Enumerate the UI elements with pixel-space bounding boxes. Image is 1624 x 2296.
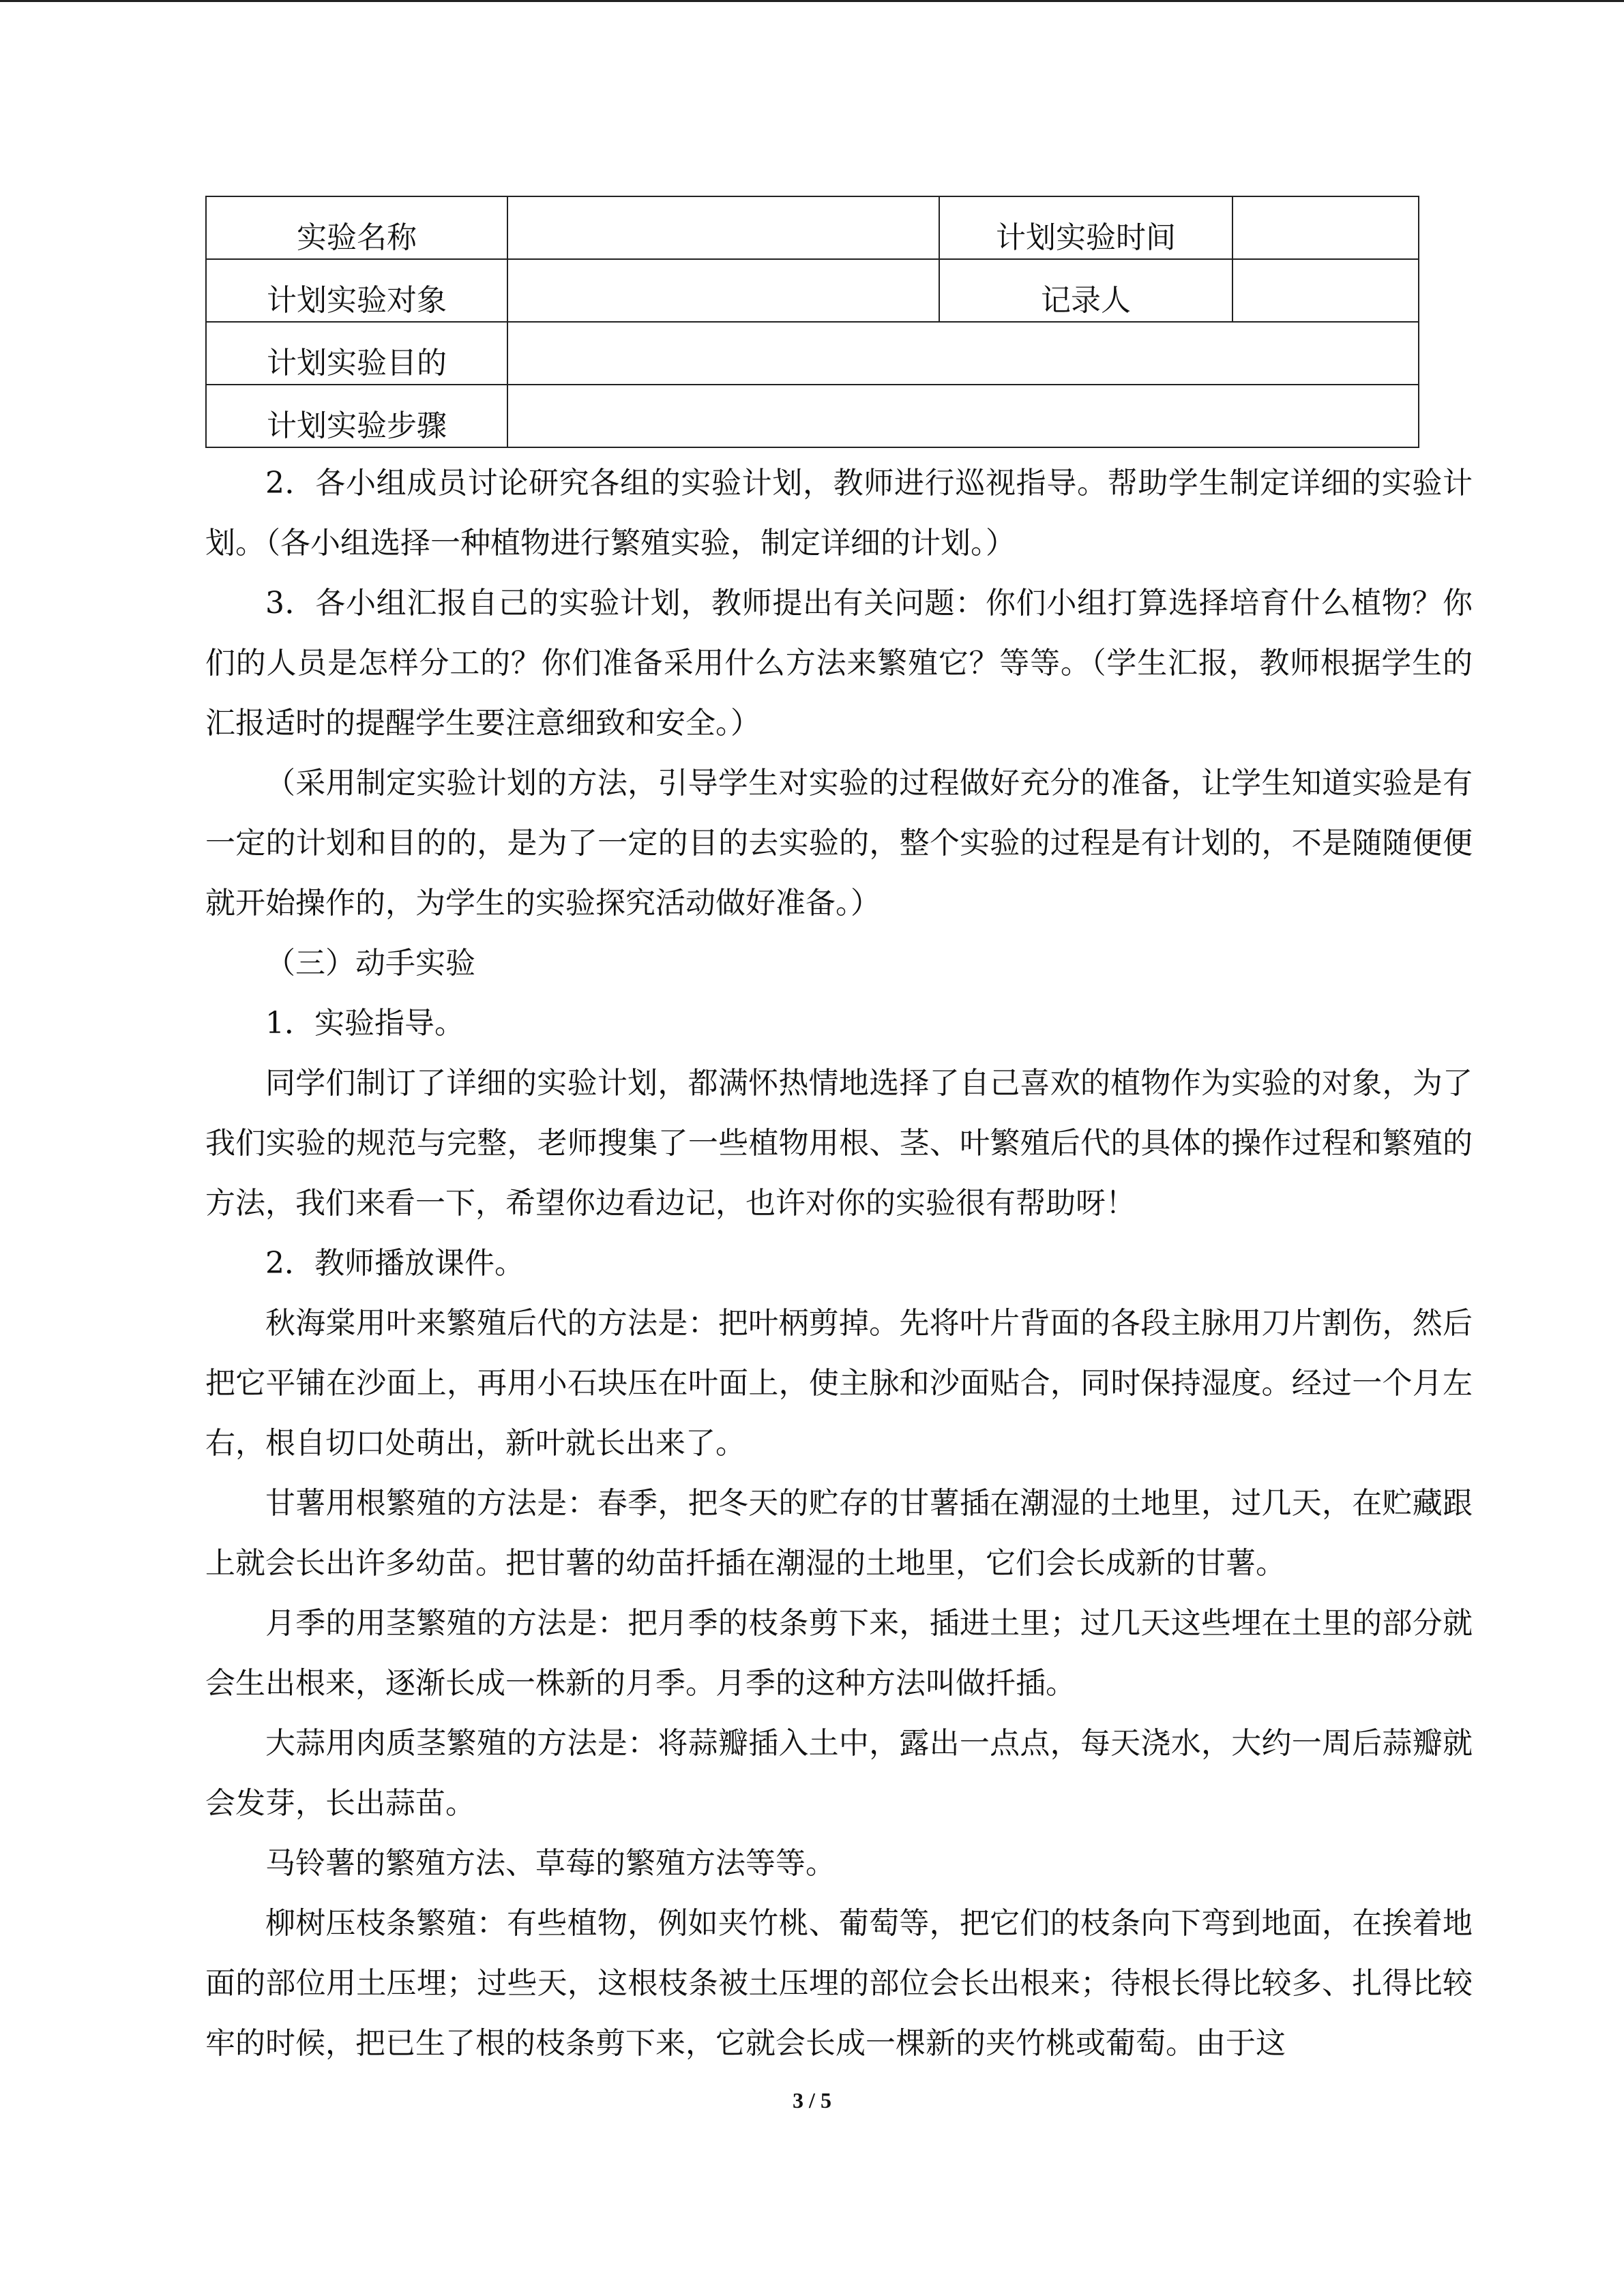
paragraph: 2．教师播放课件。 xyxy=(265,1246,525,1281)
table-row xyxy=(206,385,1419,447)
table-value-cell[interactable] xyxy=(507,259,939,322)
table-label-cell: 实验名称 xyxy=(206,196,507,259)
paragraph: 同学们制订了详细的实验计划，都满怀热情地选择了自己喜欢的植物作为实验的对象，为了我们实验的规范与完整，老师搜集了一些植物用根、茎、叶繁殖后代的具体的操作过程和繁殖的方法，我们来看一下，希望你边看边记，也许对你的实验很有帮助呀！ xyxy=(205,1066,1473,1221)
body-text xyxy=(205,453,1473,2074)
section-heading: （三）动手实验 xyxy=(265,946,475,981)
table-row xyxy=(206,196,1419,259)
paragraph: 甘薯用根繁殖的方法是：春季，把冬天的贮存的甘薯插在潮湿的土地里，过几天，在贮藏跟上就会长出许多幼苗。把甘薯的幼苗扦插在潮湿的土地里，它们会长成新的甘薯。 xyxy=(205,1486,1473,1581)
paragraph: 柳树压枝条繁殖：有些植物，例如夹竹桃、葡萄等，把它们的枝条向下弯到地面，在挨着地面的部位用土压埋；过些天，这根枝条被土压埋的部位会长出根来；待根长得比较多、扎得比较牢的时候，把已生了根的枝条剪下来，它就会长成一棵新的夹竹桃或葡萄。由于这 xyxy=(205,1906,1473,2061)
table-value-cell[interactable] xyxy=(1232,259,1419,322)
paragraph: 秋海棠用叶来繁殖后代的方法是：把叶柄剪掉。先将叶片背面的各段主脉用刀片割伤，然后把它平铺在沙面上，再用小石块压在叶面上，使主脉和沙面贴合，同时保持湿度。经过一个月左右，根自切口处萌出，新叶就长出来了。 xyxy=(205,1306,1473,1461)
table-value-cell[interactable] xyxy=(507,196,939,259)
paragraph: 月季的用茎繁殖的方法是：把月季的枝条剪下来，插进土里；过几天这些埋在土里的部分就会生出根来，逐渐长成一株新的月季。月季的这种方法叫做扦插。 xyxy=(205,1606,1473,1701)
paragraph: 1．实验指导。 xyxy=(265,1006,464,1041)
table-label-cell: 计划实验对象 xyxy=(206,259,507,322)
table-value-cell[interactable] xyxy=(507,385,1419,447)
table-label-cell: 计划实验时间 xyxy=(939,196,1232,259)
paragraph: 马铃薯的繁殖方法、草莓的繁殖方法等等。 xyxy=(265,1846,836,1881)
table-label-cell: 计划实验步骤 xyxy=(206,385,507,447)
table-value-cell[interactable] xyxy=(507,322,1419,385)
table-row xyxy=(206,322,1419,385)
table-row xyxy=(206,259,1419,322)
table-value-cell[interactable] xyxy=(1232,196,1419,259)
paragraph: 3．各小组汇报自己的实验计划，教师提出有关问题：你们小组打算选择培育什么植物？你们的人员是怎样分工的？你们准备采用什么方法来繁殖它？等等。（学生汇报，教师根据学生的汇报适时的提醒学生要注意细致和安全。） xyxy=(205,586,1473,741)
page-top-border xyxy=(0,0,1624,2)
paragraph: 2．各小组成员讨论研究各组的实验计划，教师进行巡视指导。帮助学生制定详细的实验计划。（各小组选择一种植物进行繁殖实验，制定详细的计划。） xyxy=(205,466,1473,561)
paragraph: （采用制定实验计划的方法，引导学生对实验的过程做好充分的准备，让学生知道实验是有一定的计划和目的的，是为了一定的目的去实验的，整个实验的过程是有计划的，不是随随便便就开始操作的，为学生的实验探究活动做好准备。） xyxy=(205,766,1473,921)
table-label-cell: 记录人 xyxy=(939,259,1232,322)
paragraph: 大蒜用肉质茎繁殖的方法是：将蒜瓣插入土中，露出一点点，每天浇水，大约一周后蒜瓣就会发芽，长出蒜苗。 xyxy=(205,1726,1473,1821)
table-label-cell: 计划实验目的 xyxy=(206,322,507,385)
page-number: 3 / 5 xyxy=(793,2088,831,2113)
experiment-plan-table xyxy=(205,196,1419,448)
